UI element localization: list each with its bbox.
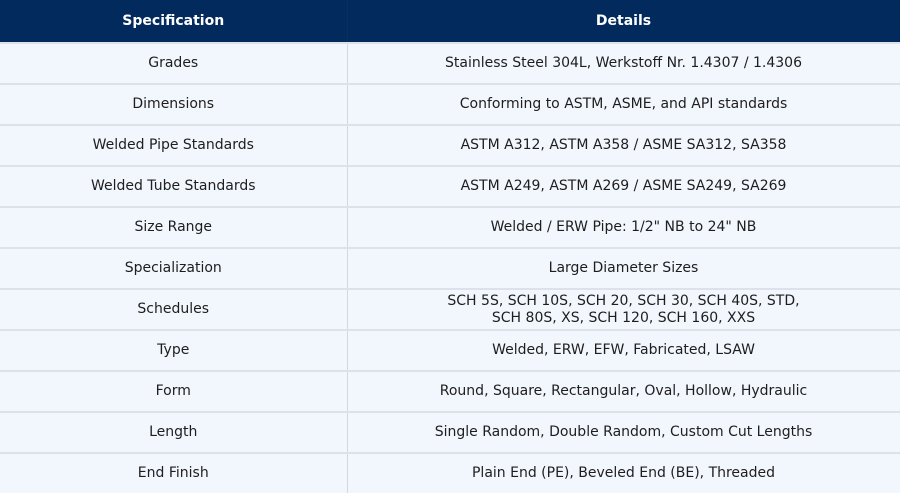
spec-cell: Form bbox=[0, 371, 347, 412]
details-cell: Single Random, Double Random, Custom Cut Lengths bbox=[347, 412, 900, 453]
spec-cell: Dimensions bbox=[0, 84, 347, 125]
details-cell: Large Diameter Sizes bbox=[347, 248, 900, 289]
spec-cell: Welded Tube Standards bbox=[0, 166, 347, 207]
details-cell: ASTM A249, ASTM A269 / ASME SA249, SA269 bbox=[347, 166, 900, 207]
table-row bbox=[0, 330, 900, 371]
table-row bbox=[0, 84, 900, 125]
table-header-row bbox=[0, 0, 900, 43]
details-cell: ASTM A312, ASTM A358 / ASME SA312, SA358 bbox=[347, 125, 900, 166]
details-cell: Welded / ERW Pipe: 1/2" NB to 24" NB bbox=[347, 207, 900, 248]
spec-cell: Welded Pipe Standards bbox=[0, 125, 347, 166]
spec-cell: End Finish bbox=[0, 453, 347, 493]
spec-cell: Size Range bbox=[0, 207, 347, 248]
table-row bbox=[0, 166, 900, 207]
spec-cell: Grades bbox=[0, 43, 347, 84]
details-cell: Stainless Steel 304L, Werkstoff Nr. 1.4307 / 1.4306 bbox=[347, 43, 900, 84]
details-cell: Conforming to ASTM, ASME, and API standards bbox=[347, 84, 900, 125]
details-cell: Welded, ERW, EFW, Fabricated, LSAW bbox=[347, 330, 900, 371]
details-cell: SCH 5S, SCH 10S, SCH 20, SCH 30, SCH 40S, STD, SCH 80S, XS, SCH 120, SCH 160, XXS bbox=[347, 289, 900, 330]
table-row bbox=[0, 248, 900, 289]
header-details: Details bbox=[347, 0, 900, 43]
table-row bbox=[0, 453, 900, 493]
header-specification: Specification bbox=[0, 0, 347, 43]
table-row bbox=[0, 412, 900, 453]
details-cell: Round, Square, Rectangular, Oval, Hollow, Hydraulic bbox=[347, 371, 900, 412]
table-row bbox=[0, 371, 900, 412]
table-row bbox=[0, 207, 900, 248]
table-row bbox=[0, 43, 900, 84]
spec-cell: Length bbox=[0, 412, 347, 453]
spec-cell: Type bbox=[0, 330, 347, 371]
spec-cell: Schedules bbox=[0, 289, 347, 330]
spec-cell: Specialization bbox=[0, 248, 347, 289]
table-row bbox=[0, 125, 900, 166]
details-cell: Plain End (PE), Beveled End (BE), Threaded bbox=[347, 453, 900, 493]
table-row bbox=[0, 289, 900, 330]
